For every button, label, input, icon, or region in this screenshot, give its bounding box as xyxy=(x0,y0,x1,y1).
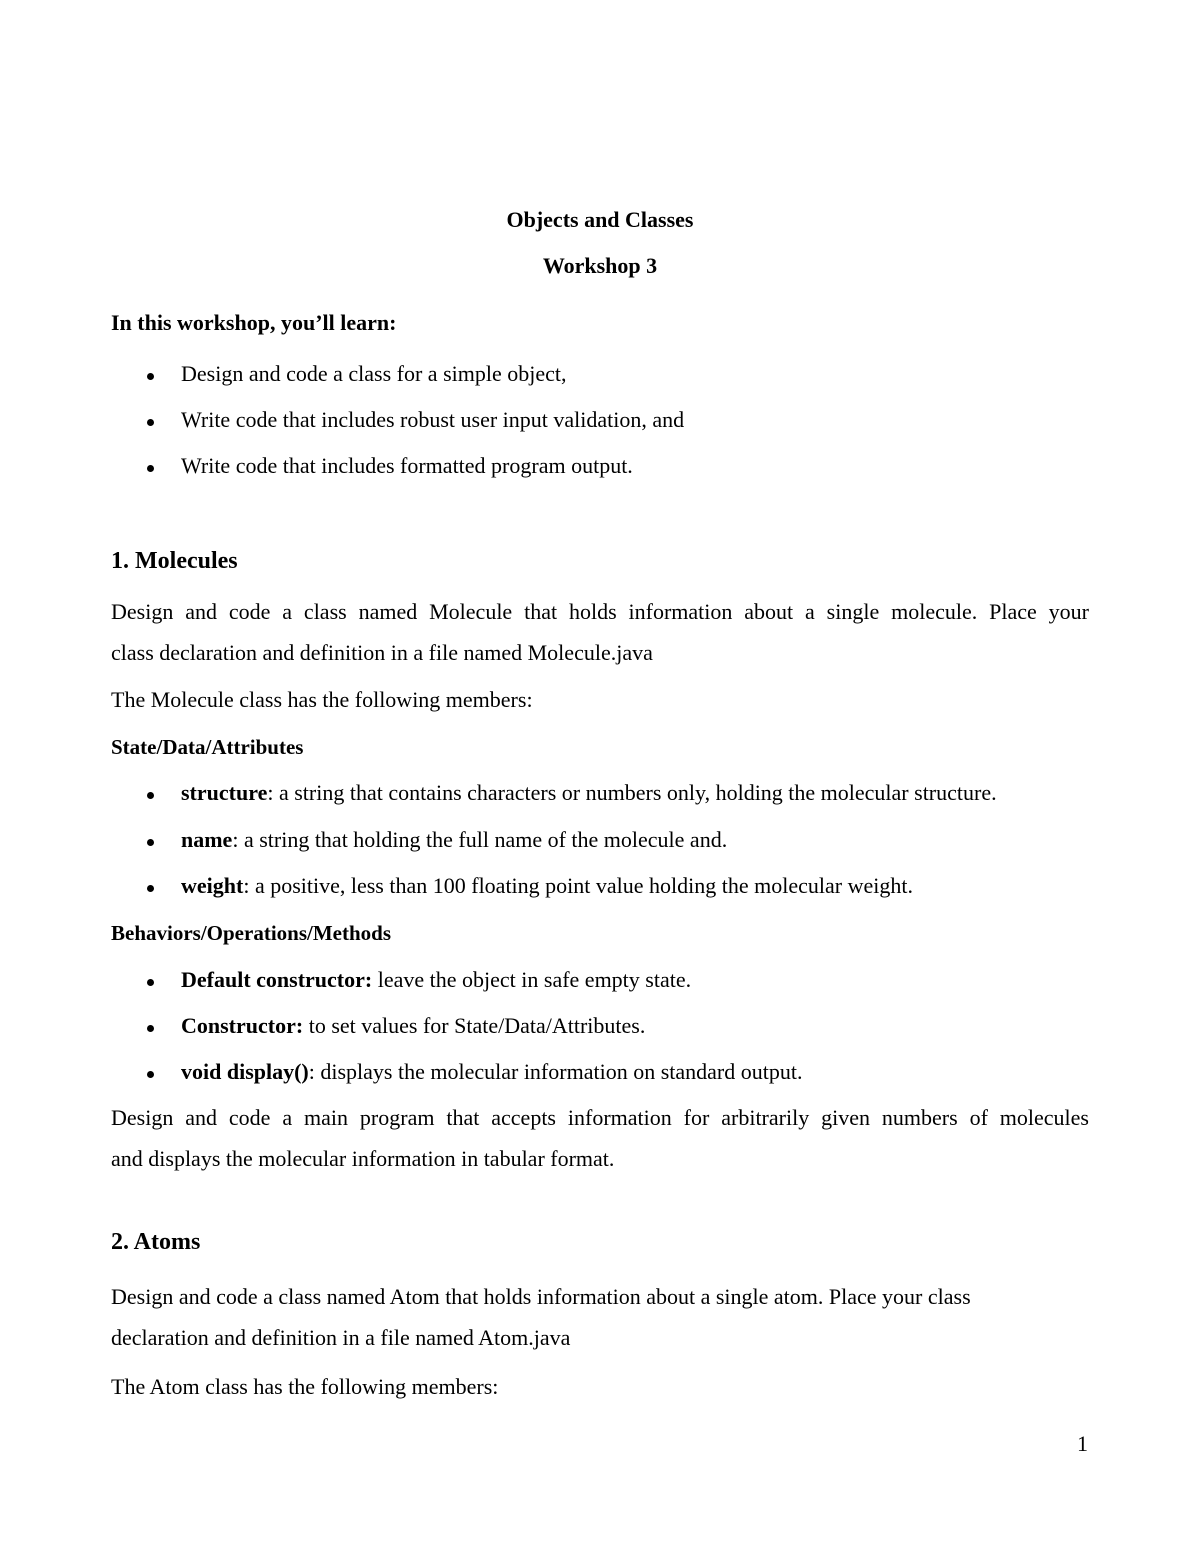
document-subtitle: Workshop 3 xyxy=(542,253,658,278)
state-term: structure xyxy=(181,780,268,805)
bullet-icon xyxy=(147,1025,154,1032)
behavior-item-constructor xyxy=(181,1012,645,1040)
bullet-icon xyxy=(147,979,154,986)
atom-paragraph-line-1: Design and code a class named Atom that holds information about a single atom. Place your class xyxy=(111,1284,971,1309)
state-item-weight xyxy=(181,872,913,900)
behavior-term: Constructor: xyxy=(181,1013,304,1038)
behavior-desc: leave the object in safe empty state. xyxy=(372,967,692,992)
bullet-icon xyxy=(147,373,154,380)
molecule-members-intro: The Molecule class has the following members: xyxy=(111,687,533,712)
atom-paragraph-line-2: declaration and definition in a file named Atom.java xyxy=(111,1325,571,1350)
state-item-name xyxy=(181,826,727,854)
behaviors-heading: Behaviors/Operations/Methods xyxy=(111,921,392,945)
behavior-item-display xyxy=(181,1058,802,1086)
molecule-main-paragraph-line-2: and displays the molecular information in tabular format. xyxy=(111,1146,615,1171)
molecule-main-paragraph-line-1: Design and code a main program that accepts information for arbitrarily given numbers of molecules xyxy=(111,1105,1089,1130)
bullet-icon xyxy=(147,792,154,799)
state-item-structure xyxy=(181,779,997,807)
molecule-paragraph-line-1: Design and code a class named Molecule that holds information about a single molecule. Place your xyxy=(111,599,1089,624)
behavior-term: void display() xyxy=(181,1059,309,1084)
section-heading-atoms: 2. Atoms xyxy=(111,1229,201,1255)
state-desc: : a string that contains characters or numbers only, holding the molecular structure. xyxy=(267,780,997,805)
intro-bullet-1: Design and code a class for a simple object, xyxy=(181,361,567,386)
bullet-icon xyxy=(147,885,154,892)
document-title: Objects and Classes xyxy=(506,207,694,232)
behavior-desc: : displays the molecular information on standard output. xyxy=(308,1059,803,1084)
molecule-paragraph-line-2: class declaration and definition in a file named Molecule.java xyxy=(111,640,653,665)
page-number: 1 xyxy=(1077,1431,1088,1456)
bullet-icon xyxy=(147,465,154,472)
intro-heading: In this workshop, you’ll learn: xyxy=(111,310,397,335)
state-desc: : a positive, less than 100 floating point value holding the molecular weight. xyxy=(243,873,913,898)
behavior-item-default-constructor xyxy=(181,966,691,994)
atom-members-intro: The Atom class has the following members: xyxy=(111,1374,499,1399)
section-heading-molecules: 1. Molecules xyxy=(111,548,238,574)
bullet-icon xyxy=(147,1071,154,1078)
state-term: weight xyxy=(181,873,244,898)
intro-bullet-3: Write code that includes formatted program output. xyxy=(181,453,633,478)
state-term: name xyxy=(181,827,233,852)
behavior-term: Default constructor: xyxy=(181,967,373,992)
state-heading: State/Data/Attributes xyxy=(111,735,304,759)
state-desc: : a string that holding the full name of the molecule and. xyxy=(232,827,728,852)
bullet-icon xyxy=(147,419,154,426)
bullet-icon xyxy=(147,839,154,846)
intro-bullet-2: Write code that includes robust user input validation, and xyxy=(181,407,685,432)
behavior-desc: to set values for State/Data/Attributes. xyxy=(303,1013,646,1038)
